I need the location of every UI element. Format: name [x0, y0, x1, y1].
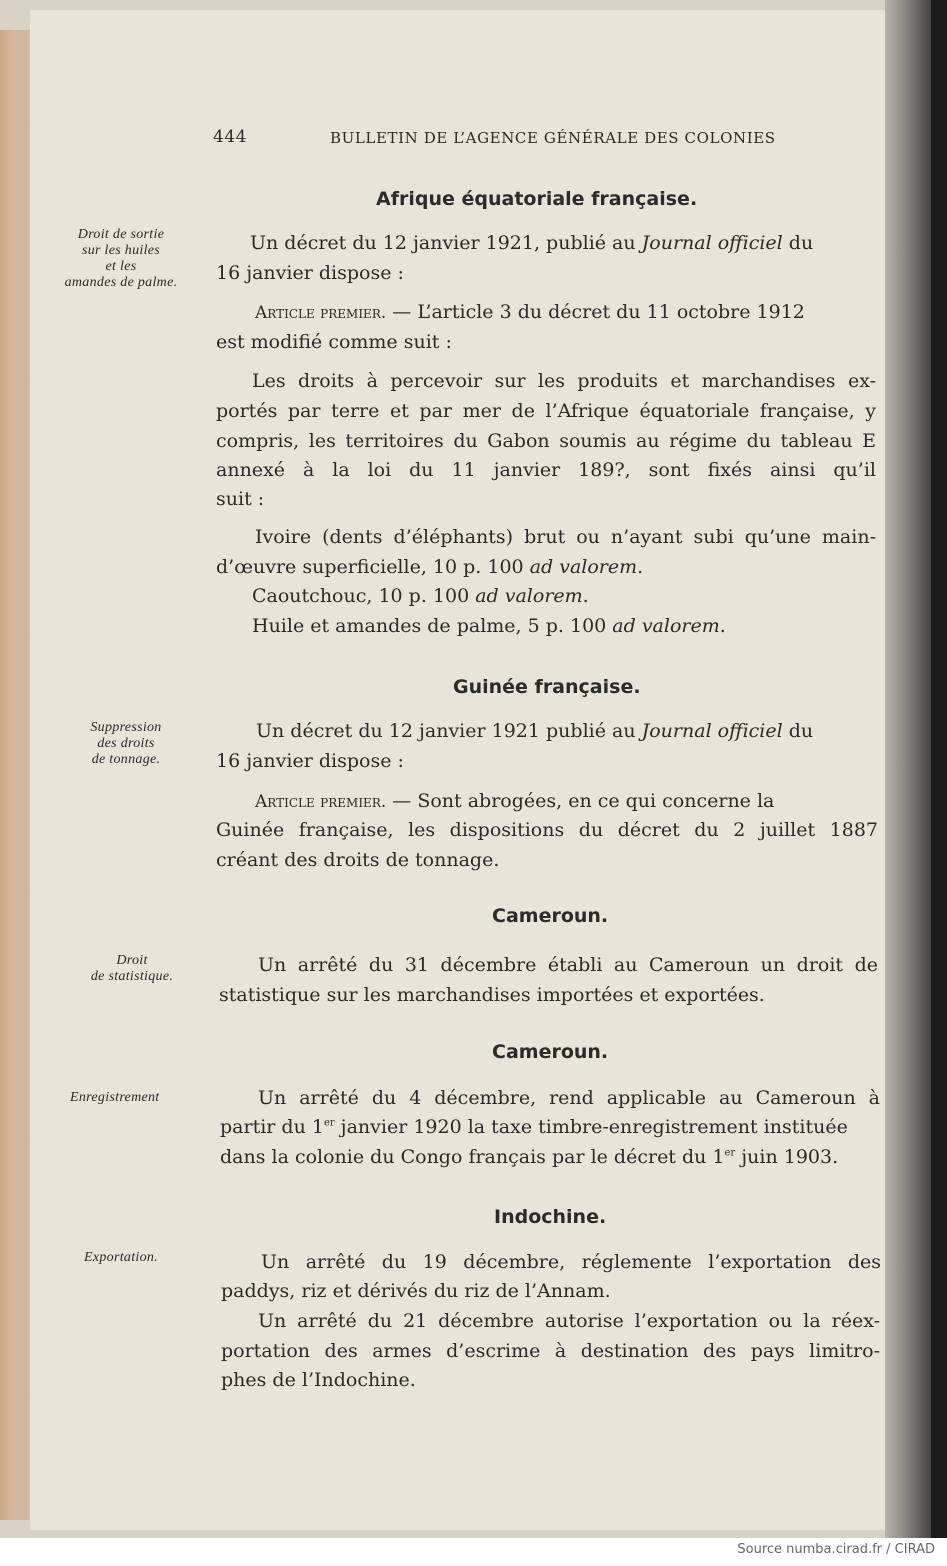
page-number: 444 [213, 127, 247, 147]
running-header: BULLETIN DE L’AGENCE GÉNÉRALE DES COLONIES [330, 129, 776, 147]
paragraph-line: Article premier. — Sont abrogées, en ce qui concerne la [255, 790, 775, 812]
paragraph-line: Huile et amandes de palme, 5 p. 100 ad valorem. [252, 615, 726, 637]
margin-note-suppression: Suppression des droits de tonnage. [90, 720, 162, 767]
paragraph-line: 16 janvier dispose : [216, 750, 404, 772]
paragraph-line: phes de l’Indochine. [221, 1369, 416, 1391]
paragraph-line: est modifié comme suit : [216, 331, 452, 353]
paragraph-line: Article premier. — L’article 3 du décret du 11 octobre 1912 [255, 301, 805, 323]
paragraph-line: partir du 1er janvier 1920 la taxe timbre-enregistrement instituée [220, 1116, 848, 1138]
source-credit: Source numba.cirad.fr / CIRAD [737, 1542, 935, 1557]
paragraph-line: Un arrêté du 19 décembre, réglemente l’exportation des [261, 1251, 881, 1273]
section-title-afrique: Afrique équatoriale française. [376, 188, 698, 210]
paragraph-line: Ivoire (dents d’éléphants) brut ou n’ayant subi qu’une main- [255, 526, 876, 548]
paragraph-line: Un arrêté du 21 décembre autorise l’exportation ou la réex- [258, 1310, 880, 1332]
paragraph-line: d’œuvre superficielle, 10 p. 100 ad valorem. [216, 556, 644, 578]
paragraph-line: Caoutchouc, 10 p. 100 ad valorem. [252, 585, 589, 607]
paragraph-line: Un décret du 12 janvier 1921, publié au Journal officiel du [250, 232, 814, 254]
paragraph-line: Un arrêté du 4 décembre, rend applicable au Cameroun à [258, 1087, 880, 1109]
section-title-cameroun-1: Cameroun. [492, 905, 609, 927]
section-title-cameroun-2: Cameroun. [492, 1041, 609, 1063]
paragraph-line: 16 janvier dispose : [216, 262, 404, 284]
paragraph-line: compris, les territoires du Gabon soumis au régime du tableau E [216, 430, 876, 452]
paragraph-line: Guinée française, les dispositions du décret du 2 juillet 1887 [216, 819, 878, 841]
paragraph-line: suit : [216, 488, 265, 510]
margin-note-droit-statistique: Droit de statistique. [90, 953, 174, 984]
margin-note-enregistrement: Enregistrement [70, 1090, 160, 1105]
section-title-indochine: Indochine. [494, 1206, 607, 1228]
margin-note-exportation: Exportation. [84, 1250, 158, 1265]
margin-note-droit-de-sortie: Droit de sortie sur les huiles et les amandes de palme. [64, 227, 178, 290]
paragraph-line: paddys, riz et dérivés du riz de l’Annam. [221, 1280, 611, 1302]
section-title-guinee: Guinée française. [453, 676, 641, 698]
paragraph-line: Les droits à percevoir sur les produits et marchandises ex- [252, 370, 876, 392]
right-page-edge [885, 0, 947, 1538]
paragraph-line: portés par terre et par mer de l’Afrique équatoriale française, y [216, 400, 876, 422]
paragraph-line: créant des droits de tonnage. [216, 849, 500, 871]
paragraph-line: portation des armes d’escrime à destination des pays limitro- [221, 1340, 880, 1362]
paragraph-line: dans la colonie du Congo français par le décret du 1er juin 1903. [220, 1146, 839, 1168]
paragraph-line: statistique sur les marchandises importées et exportées. [219, 984, 765, 1006]
paragraph-line: Un arrêté du 31 décembre établi au Cameroun un droit de [258, 954, 878, 976]
paragraph-line: annexé à la loi du 11 janvier 189?, sont fixés ainsi qu’il [216, 459, 876, 481]
paragraph-line: Un décret du 12 janvier 1921 publié au Journal officiel du [256, 720, 814, 742]
